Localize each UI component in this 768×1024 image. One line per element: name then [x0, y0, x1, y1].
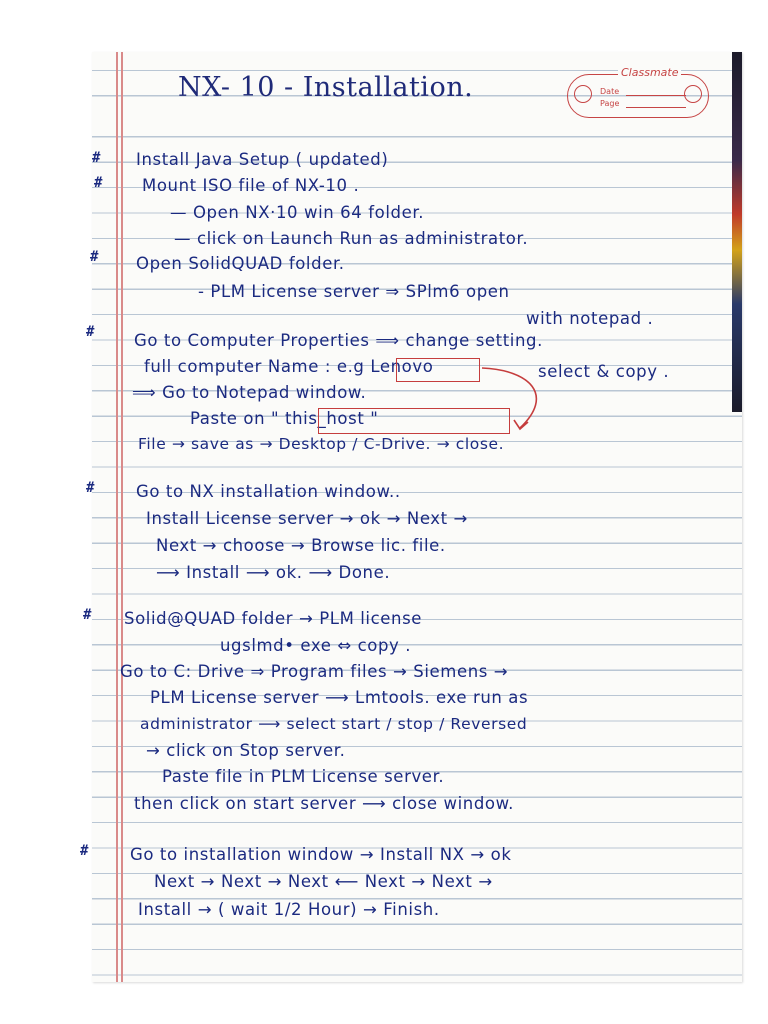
- note-line: with notepad .: [526, 309, 654, 328]
- bullet-hash: #: [86, 480, 95, 496]
- note-line: File → save as → Desktop / C-Drive. → close.: [138, 435, 505, 453]
- note-line: Solid@QUAD folder → PLM license: [124, 609, 423, 628]
- bullet-hash: #: [83, 607, 92, 623]
- note-line: Install → ( wait 1/2 Hour) → Finish.: [138, 900, 440, 919]
- note-line: → click on Stop server.: [146, 741, 346, 760]
- note-line: Go to Computer Properties ⟹ change setting.: [134, 331, 543, 350]
- note-line: Paste file in PLM License server.: [162, 767, 445, 786]
- note-line: Next → Next → Next ⟵ Next → Next →: [154, 872, 493, 891]
- note-line: Next → choose → Browse lic. file.: [156, 536, 446, 555]
- brand-logo: Classmate: [618, 66, 681, 79]
- note-line: Install Java Setup ( updated): [136, 150, 389, 169]
- note-line: then click on start server ⟶ close window.: [134, 794, 515, 813]
- note-line: Paste on " this_host ": [190, 409, 379, 428]
- note-line: - PLM License server ⇒ SPlm6 open: [198, 282, 510, 301]
- bullet-hash: #: [92, 150, 101, 166]
- page-title: NX- 10 - Installation.: [178, 72, 474, 103]
- note-line: ⟶ Install ⟶ ok. ⟶ Done.: [156, 563, 391, 582]
- note-line: administrator ⟶ select start / stop / Reversed: [140, 715, 528, 733]
- note-line: — click on Launch Run as administrator.: [174, 229, 529, 248]
- note-line: Mount ISO file of NX-10 .: [142, 176, 360, 195]
- bullet-hash: #: [94, 175, 103, 191]
- note-line: ugslmd• exe ⇔ copy .: [220, 636, 412, 655]
- note-line: — Open NX·10 win 64 folder.: [170, 203, 425, 222]
- note-line: Go to installation window → Install NX → ok: [130, 845, 512, 864]
- note-line: Open SolidQUAD folder.: [136, 254, 345, 273]
- note-line: Go to C: Drive ⇒ Program files → Siemens →: [120, 662, 509, 681]
- bullet-hash: #: [80, 843, 89, 859]
- note-line: PLM License server ⟶ Lmtools. exe run as: [150, 688, 529, 707]
- note-line: select & copy .: [538, 362, 670, 381]
- bullet-hash: #: [86, 324, 95, 340]
- date-label: Date: [600, 87, 620, 96]
- bullet-hash: #: [90, 249, 99, 265]
- note-line: full computer Name : e.g Lenovo: [144, 357, 434, 376]
- note-line: Go to NX installation window..: [136, 482, 401, 501]
- note-line: Install License server → ok → Next →: [146, 509, 468, 528]
- note-line: ⟹ Go to Notepad window.: [132, 383, 367, 402]
- page-label: Page: [600, 99, 620, 108]
